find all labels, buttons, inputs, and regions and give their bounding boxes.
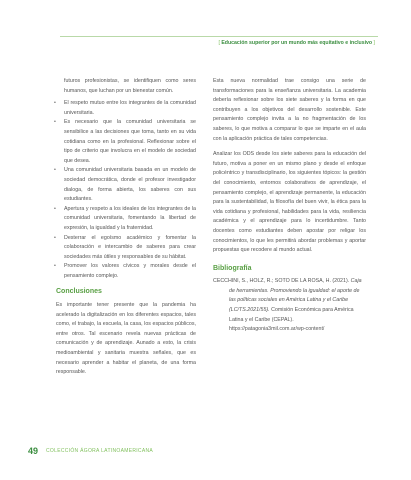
bibliography-heading: Bibliografía [213, 264, 252, 272]
bullet-icon: • [54, 100, 56, 107]
reference-url[interactable]: https://patagonia3mil.com.ar/wp-content/ [229, 326, 325, 333]
intro-fragment: futuros profesionistas, se identifiquen como seres humanos, que luchan por un bienestar común. [64, 78, 196, 94]
header-rule [60, 36, 378, 37]
list-item [56, 234, 196, 263]
page-footer [28, 446, 153, 456]
list-item [56, 262, 196, 281]
paragraph-1: Esta nueva normalidad trae consigo una serie de transformaciones para la enseñanza universitaria. La academia debería reflexionar sobre los siete saberes y la forma en que contribuyen a los objetivos del desarrollo sostenible. Este pensamiento complejo invita a la no fragmentación de los saberes, lo que motiva a comparar lo que se imparte en el aula con la aplicación práctica de tales competencias. [213, 78, 366, 142]
bullet-icon: • [54, 119, 56, 126]
running-head-title: Educación superior por un mundo más equitativo e inclusivo [221, 40, 373, 46]
right-column [213, 77, 366, 335]
list-item-text: Apertura y respeto a los ideales de los integrantes de la comunidad universitaria, fomentando la libertad de expresión, la igualdad y la fraternidad. [64, 205, 196, 231]
conclusions-text: Es importante tener presente que la pandemia ha acelerado la digitalización en los diferentes espacios, tales como, el trabajo, la escuela, la casa, los espacios públicos, entre otros. Tal escenario revela nuevas prácticas de comunicación y de aprendizaje. Aunado a esto, la crisis medioambiental y sanitaria muestra señales, que es necesario aprender a habitar el planeta, de una forma responsable. [56, 302, 196, 376]
list-item-text: Es necesario que la comunidad universitaria se sensibilice a las decisiones que toma, tanto en su vida cotidiana como en la profesional. Reflexionar sobre el tipo de criterio que involucra en el modelo de sociedad que desea. [64, 119, 196, 164]
values-list [56, 99, 196, 281]
bibliography-entry [213, 277, 366, 335]
page-number: 49 [28, 446, 39, 456]
open-bracket: [ [218, 40, 220, 46]
running-head [218, 40, 375, 46]
reference-title: Caja de herramientas. Promoviendo la igualdad: el aporte de las políticas sociales en América Latina y el Caribe (LC/TS.2021/55). [229, 278, 362, 314]
list-item-text: Una comunidad universitaria basada en un modelo de sociedad democrática, donde el profesor investigador dialoga, de forma abierta, los saberes con sus estudiantes. [64, 167, 196, 203]
collection-name: COLECCIÓN ÁGORA LATINOAMERICANA [46, 448, 154, 454]
list-item [56, 118, 196, 166]
bullet-icon: • [54, 205, 56, 212]
conclusions-heading: Conclusiones [56, 288, 102, 296]
reference-publisher: Comisión Económica para América Latina y el Caribe (CEPAL). [229, 307, 354, 323]
reference-authors: CECCHINI, S., HOLZ, R.; SOTO DE LA ROSA, H. (2021). [213, 278, 350, 285]
list-item-text: Desterrar el egoísmo académico y fomentar la colaboración e intercambio de saberes para crear sociedades más útiles y responsables de su hábitat. [64, 234, 196, 260]
left-column [56, 77, 196, 381]
list-item [56, 205, 196, 234]
list-item [56, 99, 196, 118]
bullet-icon: • [54, 234, 56, 241]
list-item-text: Promover los valores cívicos y morales desde el pensamiento complejo. [64, 263, 196, 279]
bullet-icon: • [54, 167, 56, 174]
list-item-text: El respeto mutuo entre los integrantes de la comunidad universitaria. [64, 100, 196, 116]
paragraph-2: Analizar los ODS desde los siete saberes para la educación del futuro, motiva a poner en un mismo plano y desde el enfoque policéntrico y transdisciplinario, los siguientes tópicos: la gestión del conocimiento, entornos colaborativos de aprendizaje, el pensamiento complejo, el aprendizaje permanente, la educación para la sustentabilidad, la filosofía del buen vivir, la ética para la vida cotidiana y profesional, habilidades para la vida, resiliencia académica y el aprendizaje para lo incertidumbre. Tanto docentes como estudiantes deben apostar por religar los conocimientos, lo que les permitirá abordar problemas y aportar propuestas que recodere al mundo actual. [213, 151, 366, 254]
list-item [56, 166, 196, 204]
bullet-icon: • [54, 263, 56, 270]
close-bracket: ] [373, 40, 375, 46]
